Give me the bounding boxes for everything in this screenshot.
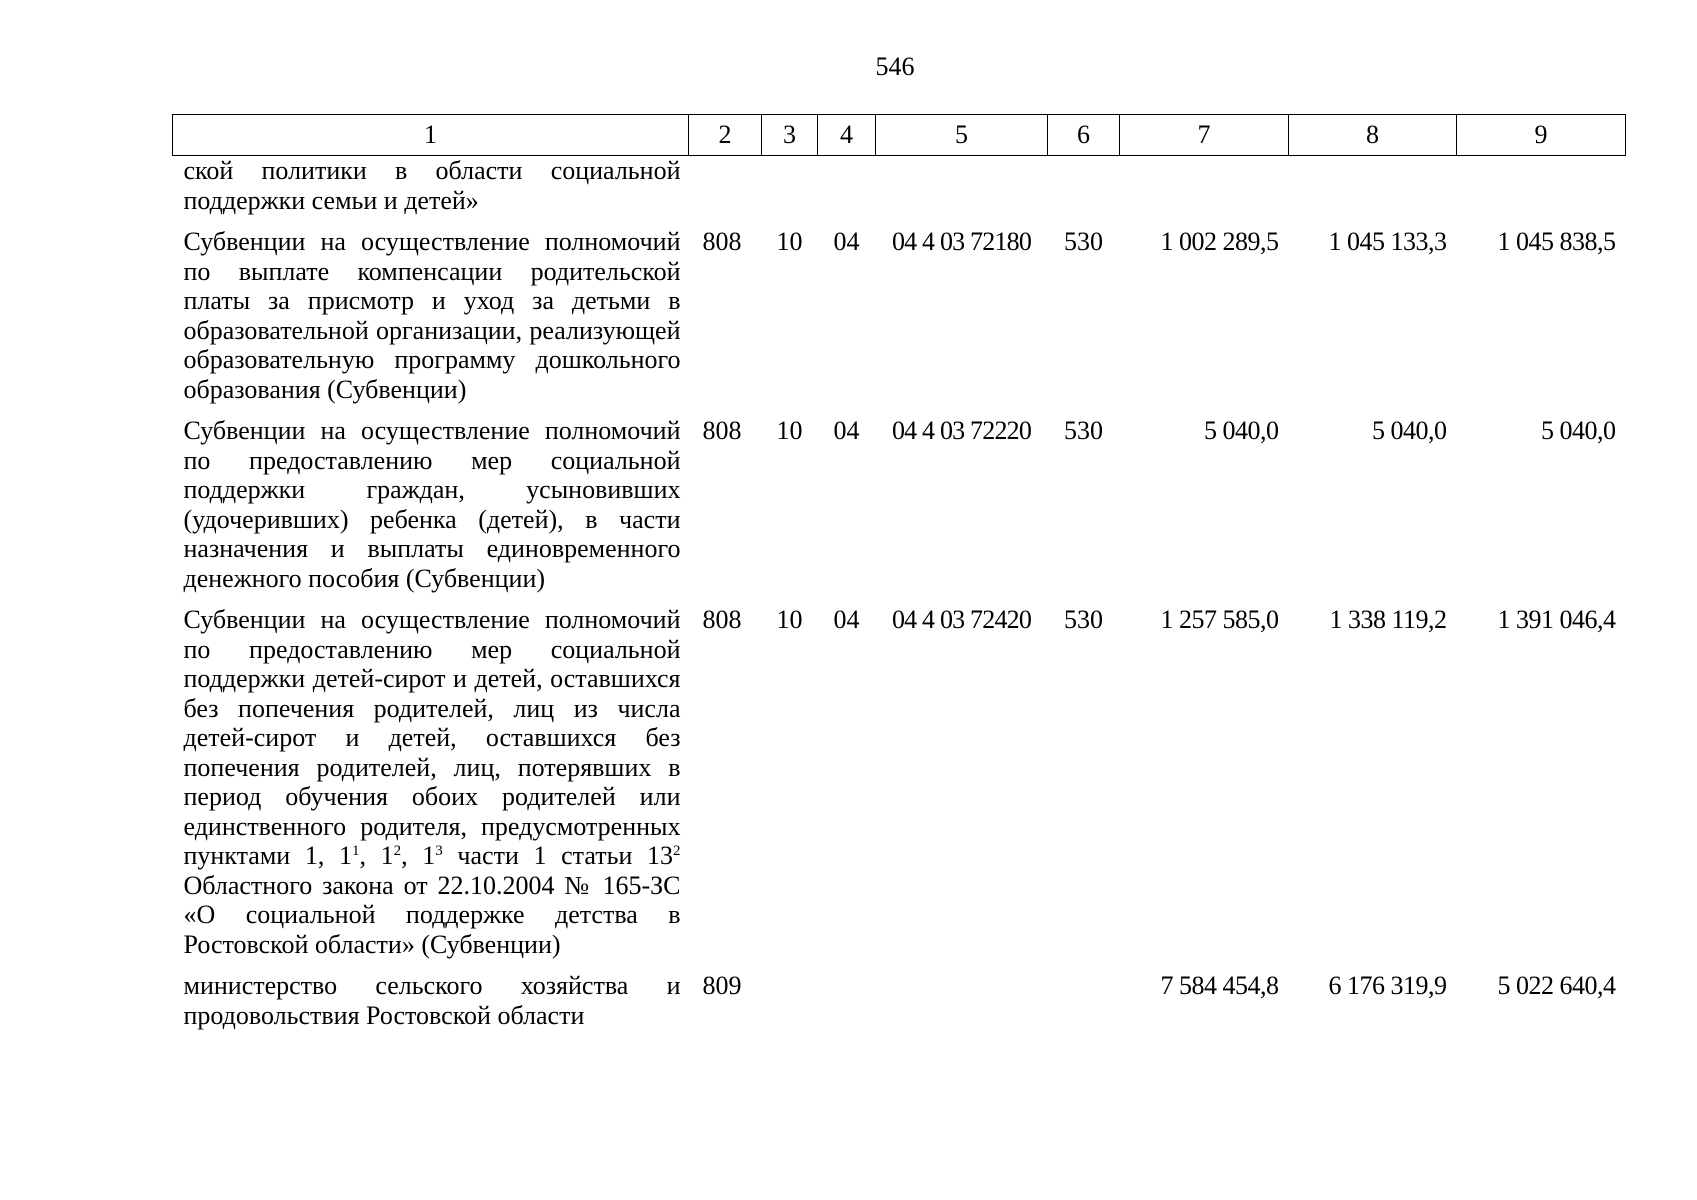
row-target-article <box>876 156 1048 216</box>
superscript: 2 <box>673 843 681 859</box>
row-ministry-code: 808 <box>702 605 742 634</box>
column-header-3: 3 <box>762 115 818 156</box>
row-amount-year-2: 6 176 319,9 <box>1328 971 1447 1000</box>
row-section: 10 <box>776 416 803 445</box>
column-header-1: 1 <box>173 115 689 156</box>
row-amount-year-2: 5 040,0 <box>1372 416 1447 445</box>
row-target-article: 04 4 03 72220 <box>891 416 1032 445</box>
row-amount-year-3 <box>1457 156 1626 216</box>
page-number: 546 <box>875 52 915 81</box>
header-row <box>173 115 1626 156</box>
row-amount-year-1 <box>1120 156 1289 216</box>
row-subsection: 04 <box>833 605 860 634</box>
table-body <box>173 156 1626 1031</box>
row-amount-year-3: 5 040,0 <box>1541 416 1616 445</box>
row-amount-year-1: 1 257 585,0 <box>1160 605 1279 634</box>
row-section <box>762 156 818 216</box>
row-amount-year-1: 7 584 454,8 <box>1160 971 1279 1000</box>
row-section: 10 <box>776 605 803 634</box>
column-header-5: 5 <box>876 115 1048 156</box>
row-subsection: 04 <box>833 416 860 445</box>
table-row <box>173 404 1626 593</box>
row-expense-type: 530 <box>1064 227 1103 256</box>
row-expense-type: 530 <box>1064 416 1103 445</box>
column-header-8: 8 <box>1289 115 1457 156</box>
row-description: Субвенции на осуществление полномочий по предоставлению мер социальной поддержки граждан, усыновивших (удочеривших) ребенка (детей), в части назначения и выплаты единовременного денежного пособия (Субвенции) <box>183 416 681 593</box>
row-amount-year-2: 1 045 133,3 <box>1328 227 1447 256</box>
row-amount-year-2 <box>1289 156 1457 216</box>
row-amount-year-1: 5 040,0 <box>1204 416 1279 445</box>
row-description: ской политики в области социальной поддержки семьи и детей» <box>183 156 681 215</box>
row-expense-type: 530 <box>1064 605 1103 634</box>
row-subsection <box>818 156 876 216</box>
row-ministry-code <box>689 156 762 216</box>
column-header-6: 6 <box>1048 115 1120 156</box>
table-row <box>173 593 1626 959</box>
row-amount-year-3: 5 022 640,4 <box>1497 971 1616 1000</box>
superscript: 1 <box>352 843 360 859</box>
row-expense-type <box>1048 959 1120 1030</box>
row-description: министерство сельского хозяйства и продовольствия Ростовской области <box>183 971 681 1030</box>
row-description: Субвенции на осуществление полномочий по выплате компенсации родительской платы за присмотр и уход за детьми в образовательной организации, реализующей образовательную программу дошкольного образования (Субвенции) <box>183 227 681 404</box>
row-ministry-code: 808 <box>702 227 742 256</box>
row-section <box>762 959 818 1030</box>
row-amount-year-3: 1 045 838,5 <box>1497 227 1616 256</box>
superscript: 3 <box>435 843 443 859</box>
row-section: 10 <box>776 227 803 256</box>
table-row <box>173 156 1626 216</box>
row-ministry-code: 809 <box>702 971 742 1000</box>
row-amount-year-3: 1 391 046,4 <box>1497 605 1616 634</box>
row-description <box>173 593 689 959</box>
description-text: , 1 <box>359 841 394 870</box>
row-subsection <box>818 959 876 1030</box>
description-text: Субвенции на осуществление полномочий по предоставлению мер социальной поддержки детей-сирот и детей, оставшихся без попечения родителей, лиц из числа детей-сирот и детей, оставшихся без попечения родителей, лиц, потерявших в период обучения обоих родителей или единственного родителя, предусмотренных пунктами 1, 1 <box>183 605 681 870</box>
row-target-article <box>876 959 1048 1030</box>
description-text: , 1 <box>401 841 436 870</box>
column-header-7: 7 <box>1120 115 1289 156</box>
table-row <box>173 215 1626 404</box>
row-subsection: 04 <box>833 227 860 256</box>
table-row <box>173 959 1626 1030</box>
column-header-4: 4 <box>818 115 876 156</box>
superscript: 2 <box>393 843 402 859</box>
column-header-2: 2 <box>689 115 762 156</box>
column-header-9: 9 <box>1457 115 1626 156</box>
row-target-article: 04 4 03 72420 <box>891 605 1032 634</box>
budget-table <box>172 114 1626 1030</box>
row-amount-year-2: 1 338 119,2 <box>1329 605 1447 634</box>
row-target-article: 04 4 03 72180 <box>891 227 1032 256</box>
table-header <box>173 115 1626 156</box>
row-amount-year-1: 1 002 289,5 <box>1160 227 1279 256</box>
description-text: Областного закона от 22.10.2004 № 165-ЗС «О социальной поддержке детства в Ростовской области» (Субвенции) <box>183 870 681 959</box>
row-ministry-code: 808 <box>702 416 742 445</box>
row-expense-type <box>1048 156 1120 216</box>
description-text: части 1 статьи 13 <box>442 841 673 870</box>
